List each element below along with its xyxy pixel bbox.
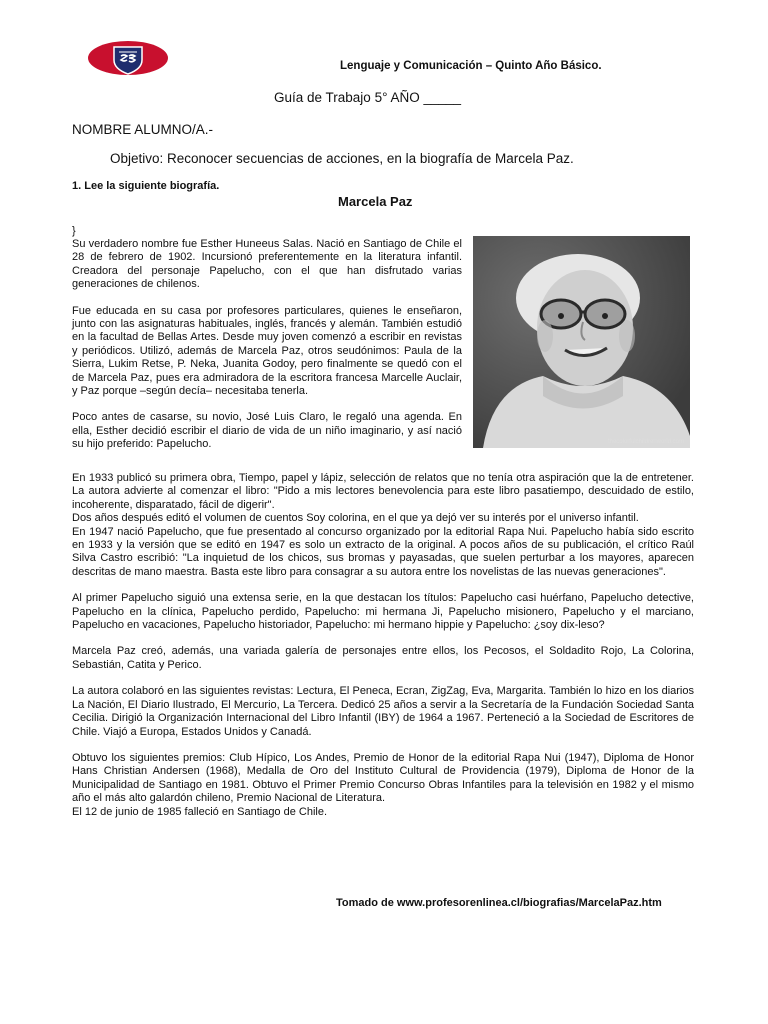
paragraph: En 1947 nació Papelucho, que fue presentado al concurso organizado por la editorial Rapa Nui. Papelucho había sido escrito en 1933 y la versión que se editó en 1947 es solo un extracto de la original. A pocos años de su publicación, el crítico Raúl Silva Castro escribió: "La inquietud de los chicos, sus bromas y payasadas, que suelen perturbar a los mayores, aparecen descritas de mano maestra. Basta este libro para consagrar a su autora entre los novelistas de las nuevas generaciones". [72, 525, 694, 578]
paragraph: El 12 de junio de 1985 falleció en Santiago de Chile. [72, 805, 328, 818]
paragraph: Poco antes de casarse, su novio, José Luis Claro, le regaló una agenda. En ella, Esther decidió escribir el diario de vida de un niño imaginario, y así nació su hijo preferido: Papelucho. [72, 411, 462, 451]
photo-watermark: thecolorfulchildrenworld.com [607, 439, 684, 445]
paragraph: Fue educada en su casa por profesores particulares, quienes le enseñaron, junto con las asignaturas habituales, inglés, francés y alemán. También estudió en la facultad de Bellas Artes. Desde muy joven comenzó a escribir en revistas y periódicos. Utilizó, además de Marcela Paz, otros seudónimos: Paula de la Sierra, Lukim Retse, P. Neka, Juanita Godoy, pero finalmente se quedó con el de Marcela Paz, pues era admiradora de la escritora francesa Marcelle Auclair, y Paz porque –según decía– necesitaba tenerla. [72, 304, 462, 398]
guide-title: Guía de Trabajo 5° AÑO _____ [274, 90, 462, 105]
school-logo [86, 38, 170, 78]
source-citation: Tomado de www.profesorenlinea.cl/biografias/MarcelaPaz.htm [336, 897, 662, 909]
paragraph: Dos años después editó el volumen de cuentos Soy colorina, en el que ya dejó ver su interés por el universo infantil. [72, 512, 639, 525]
paragraph: En 1933 publicó su primera obra, Tiempo, papel y lápiz, selección de relatos que no tenía otra aspiración que la de entretener. La autora advierte al comenzar el libro: "Pido a mis lectores benevolencia para este libro pasatiempo, descuidado de estilo, incoherente, disparatado, fácil de digerir". [72, 472, 694, 511]
paragraph: Obtuvo los siguientes premios: Club Hípico, Los Andes, Premio de Honor de la editorial Rapa Nui (1947), Diploma de Honor Hans Christian Andersen (1968), Medalla de Oro del Instituto Cultural de Providencia (1979), Diploma de Honor de la Municipalidad de Santiago en 1981. Obtuvo el Primer Premio Concurso Obras Infantiles para la televisión en 1982 y el mismo año el más alto galardón chileno, Premio Nacional de Literatura. [72, 751, 694, 805]
biography-column-full [72, 472, 694, 819]
instruction: 1. Lee la siguiente biografía. [72, 180, 220, 192]
paragraph: Marcela Paz creó, además, una variada galería de personajes entre ellos, los Pecosos, el Soldadito Rojo, La Colorina, Sebastián, Catita y Perico. [72, 645, 694, 671]
paragraph: Al primer Papelucho siguió una extensa serie, en la que destacan los títulos: Papelucho casi huérfano, Papelucho detective, Papelucho en la clínica, Papelucho perdido, Papelucho: mi hermana Ji, Papelucho misionero, Papelucho y el marciano, Papelucho en vacaciones, Papelucho historiador, Papelucho: mi hermano hippie y Papelucho: ¿soy dix-leso? [72, 592, 694, 632]
objective: Objetivo: Reconocer secuencias de acciones, en la biografía de Marcela Paz. [110, 151, 574, 166]
subject-header: Lenguaje y Comunicación – Quinto Año Básico. [340, 60, 602, 72]
portrait-photo [473, 236, 690, 448]
stray-brace: } [72, 225, 76, 237]
student-name-label: NOMBRE ALUMNO/A.- [72, 122, 214, 137]
school-crest-icon [86, 38, 170, 78]
portrait-icon [473, 236, 690, 448]
paragraph: La autora colaboró en las siguientes revistas: Lectura, El Peneca, Ecran, ZigZag, Eva, Margarita. También lo hizo en los diarios La Nación, El Diario Ilustrado, El Mercurio, La Tercera. Dedicó 25 años a servir a la Secretaría de la Fundación Sociedad Santa Cecilia. Dirigió la Organización Internacional del Libro Infantil (IBY) de 1964 a 1967. Perteneció a la Sociedad de Escritores de Chile. Viajó a Europa, Estados Unidos y Canadá. [72, 685, 694, 738]
biography-column-left [72, 238, 462, 452]
paragraph: Su verdadero nombre fue Esther Huneeus Salas. Nació en Santiago de Chile el 28 de febrero de 1902. Incursionó preferentemente en la literatura infantil. Creadora del personaje Papelucho, con el que han disfrutado varias generaciones de chilenos. [72, 238, 462, 291]
biography-title: Marcela Paz [338, 194, 413, 209]
